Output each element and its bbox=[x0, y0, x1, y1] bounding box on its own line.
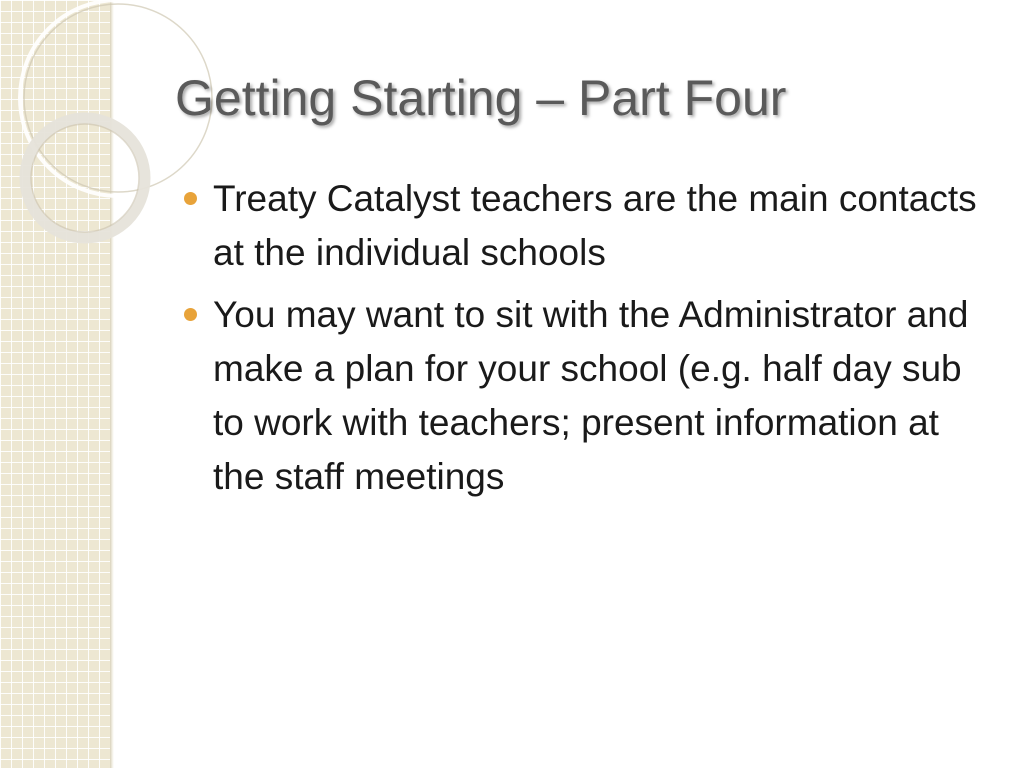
slide-title: Getting Starting – Part Four bbox=[175, 70, 787, 126]
bullet-item bbox=[182, 172, 982, 280]
bullet-item bbox=[182, 288, 982, 504]
strip-edge-shadow bbox=[110, 0, 114, 768]
bullet-text: You may want to sit with the Administrator and make a plan for your school (e.g. half day sub to work with teachers; present information at the staff meetings bbox=[213, 294, 969, 497]
bullet-text: Treaty Catalyst teachers are the main contacts at the individual schools bbox=[213, 178, 977, 273]
bullet-list bbox=[182, 172, 982, 512]
bullet-dot-icon bbox=[184, 192, 197, 205]
decorative-grid-strip bbox=[0, 0, 110, 768]
bullet-dot-icon bbox=[184, 308, 197, 321]
